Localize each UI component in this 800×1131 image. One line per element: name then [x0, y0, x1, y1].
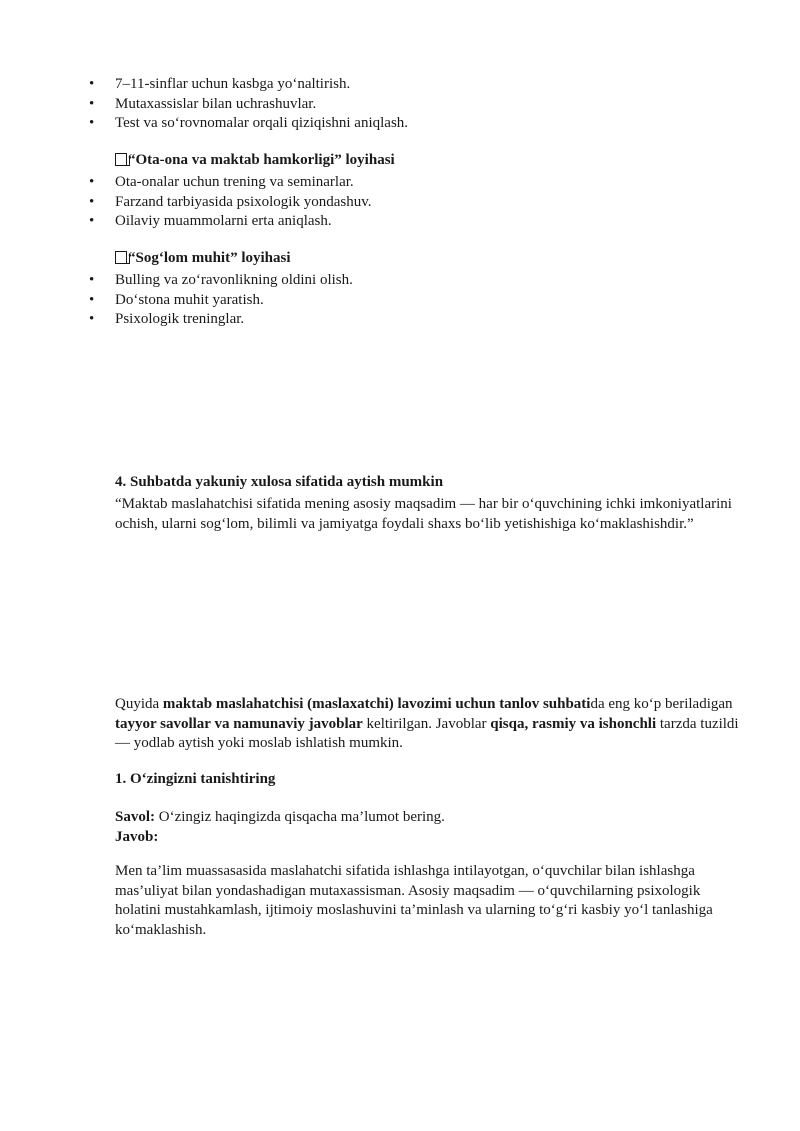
list-item: • Do‘stona muhit yaratish.: [0, 291, 353, 311]
answer-text: Men ta’lim muassasasida maslahatchi sifatida ishlashga intilayotgan, o‘quvchilar bilan ishlashga mas’uliyat bilan yondashadigan mutaxassisman. Asosiy maqsadim — o‘quvchilarning psixologik holatini mustahkamlash, ijtimoiy moslashuvini ta’minlash va ularning to‘g‘ri kasbiy yo‘l tanlashiga ko‘maklashish.: [115, 863, 713, 939]
intro-bold: maktab maslahatchisi (maslaxatchi) lavozimi uchun tanlov suhbati: [162, 696, 591, 712]
list-item: • Ota-onalar uchun trening va seminarlar.: [0, 173, 371, 193]
intro-text: tarzda tuzildi — yodlab aytish yoki moslab ishlatish mumkin.: [115, 715, 739, 752]
list-item: • Test va so‘rovnomalar orqali qiziqishni aniqlash.: [0, 114, 408, 134]
list-item: • Mutaxassislar bilan uchrashuvlar.: [0, 95, 408, 115]
list-item: • Bulling va zo‘ravonlikning oldini olish.: [0, 271, 353, 291]
list-item: • Oilaviy muammolarni erta aniqlash.: [0, 212, 371, 232]
project-heading-parents: [115, 150, 395, 170]
project-heading-health: [115, 248, 291, 268]
document-icon: [115, 251, 127, 264]
parents-project-list: [0, 173, 371, 232]
question-line: [115, 808, 745, 828]
document-icon: [115, 153, 127, 166]
question-label: Savol:: [115, 809, 156, 825]
health-project-list: [0, 271, 353, 330]
career-guidance-list: [0, 75, 408, 134]
answer-label: Javob:: [115, 829, 159, 845]
intro-bold: tayyor savollar va namunaviy javoblar: [115, 715, 363, 732]
list-item: • Farzand tarbiyasida psixologik yondashuv.: [0, 193, 371, 213]
intro-text: da eng ko‘p beriladigan: [590, 696, 733, 712]
project-title: “Ota-ona va maktab hamkorligi” loyihasi: [128, 152, 395, 168]
list-item: • Psixologik treninglar.: [0, 310, 353, 330]
project-title: “Sog‘lom muhit” loyihasi: [128, 250, 291, 266]
conclusion-heading: 4. Suhbatda yakuniy xulosa sifatida aytish mumkin: [115, 474, 444, 490]
intro-bold: qisqa, rasmiy va ishonchli: [490, 715, 657, 732]
section-heading-self: 1. O‘zingizni tanishtiring: [115, 771, 276, 787]
intro-text: keltirilgan. Javoblar: [362, 715, 491, 732]
question-text: O‘zingiz haqingizda qisqacha ma’lumot bering.: [155, 809, 445, 825]
intro-text: Quyida: [115, 696, 163, 712]
intro-paragraph: [115, 695, 745, 754]
list-item: • 7–11-sinflar uchun kasbga yo‘naltirish.: [0, 75, 408, 95]
conclusion-quote: “Maktab maslahatchisi sifatida mening asosiy maqsadim — har bir o‘quvchining ichki imkoniyatlarini ochish, ularni sog‘lom, bilimli va jamiyatga foydali shaxs bo‘lib yetishishiga ko‘maklashishdir.”: [115, 496, 732, 532]
